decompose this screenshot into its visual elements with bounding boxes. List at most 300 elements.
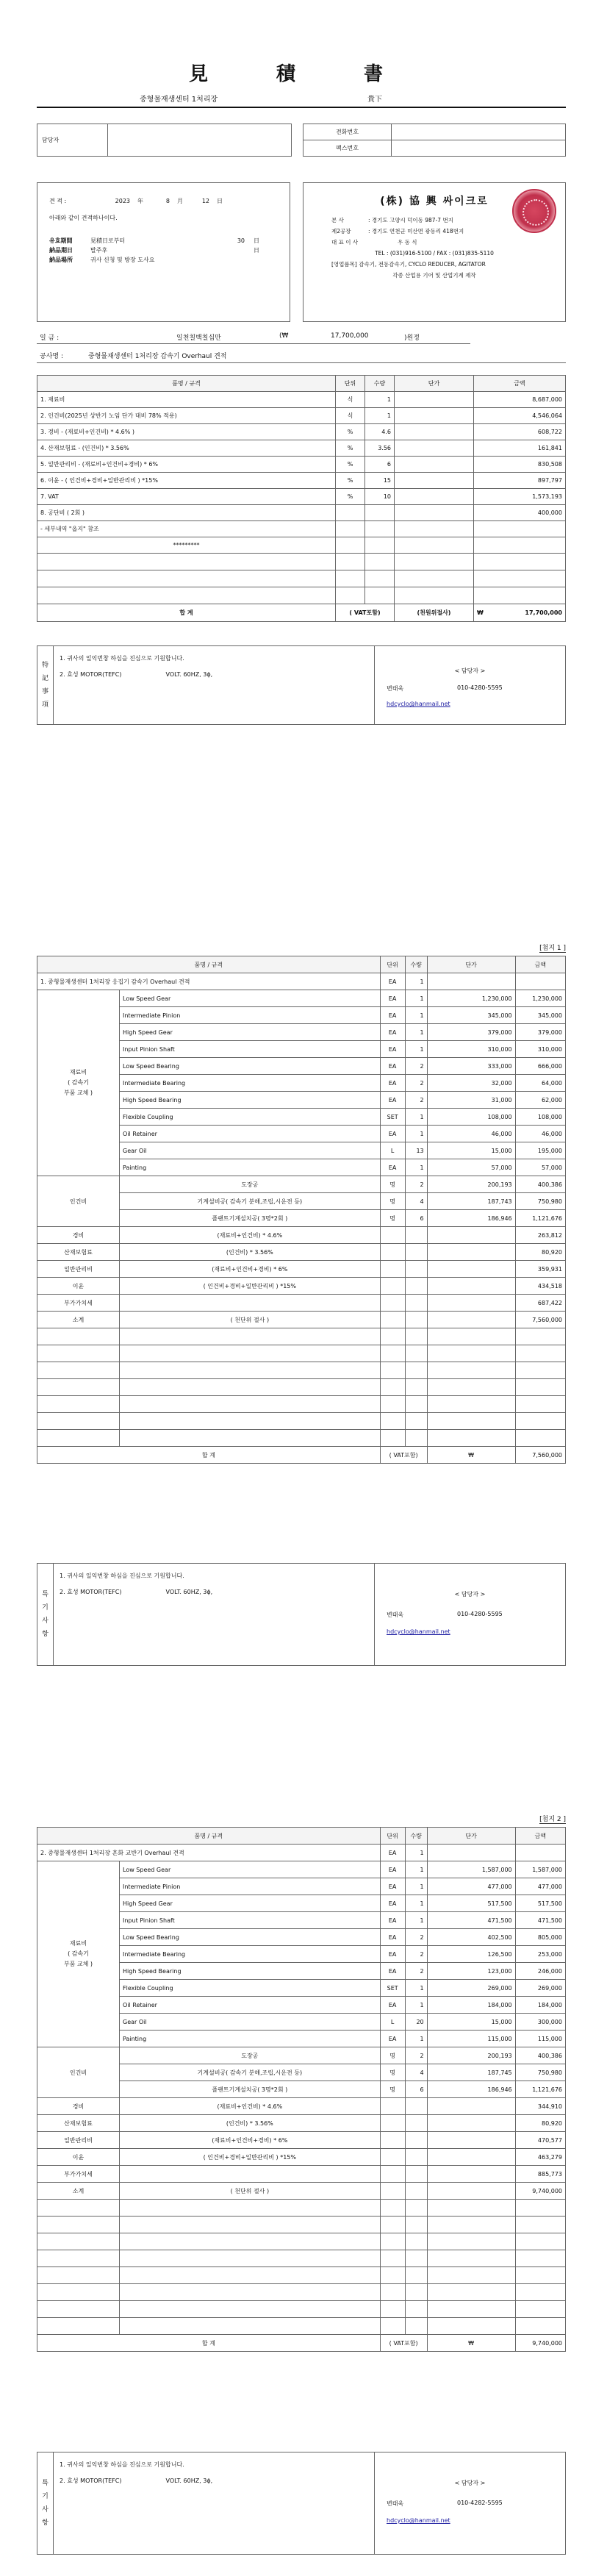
total-vat: ( VAT포함) [380,2335,427,2352]
validity-row: 유효期間 見積日로부터 30 日 [49,237,259,244]
manager-phone: 010-4282-5595 [457,2500,503,2506]
item-name: Intermediate Pinion [120,1007,381,1024]
item-name: Painting [120,1159,381,1176]
fax-value [392,140,566,157]
company-seal-icon [512,189,556,233]
cost-amount: 263,812 [515,1227,565,1244]
item-amount: 310,000 [515,1041,565,1058]
item-name: 플랜트기계설치공( 3명*2회 ) [120,2081,381,2098]
item-price [395,489,474,505]
note-line-1: 1. 귀사의 일익번창 하심을 진심으로 기원합니다. [60,2461,184,2468]
item-unit: EA [380,1912,405,1929]
total-label: 합 계 [37,2335,381,2352]
item-name: Gear Oil [120,1142,381,1159]
item-unit: % [336,440,365,457]
item-unit: EA [380,1997,405,2014]
cost-formula: (인건비) * 3.56% [120,2115,381,2132]
cost-amount: 80,920 [515,1244,565,1261]
item-price: 115,000 [427,2031,515,2047]
item-amount: 666,000 [515,1058,565,1075]
total-won: ₩ [427,1447,515,1464]
table-header-row: 품명 / 규격 단위 수량 단가 금액 [37,1828,566,1845]
item-amount: 195,000 [515,1142,565,1159]
item-price [395,440,474,457]
cost-label: 산재보험료 [37,1244,120,1261]
delivery-row: 納品場所 귀사 신청 및 방장 도사요 [49,257,155,263]
cost-amount: 885,773 [515,2166,565,2183]
cost-amount: 344,910 [515,2098,565,2115]
item-amount: 805,000 [515,1929,565,1946]
recipient-line [140,93,382,104]
cost-amount: 359,931 [515,1261,565,1278]
cost-row [37,1227,566,1244]
supplier-address: : 경기도 고양시 덕이동 987-7 번지 [368,217,453,223]
special-notes [37,1563,566,1666]
item-unit [336,521,365,537]
cost-row [37,1312,566,1328]
detail-table-2 [37,1827,566,2352]
manager-email-link[interactable]: hdcyclo@hanmail.net [387,1628,450,1635]
detail-table-1 [37,956,566,1464]
project-line: 공사명 : 중형물재생센터 1처리장 감속기 Overhaul 견적 [37,347,566,363]
item-price: 477,000 [427,1878,515,1895]
item-amount: 471,500 [515,1912,565,1929]
item-amount [474,537,566,554]
item-name: Low Speed Gear [120,990,381,1007]
item-unit: EA [380,2031,405,2047]
item-name: Intermediate Bearing [120,1075,381,1092]
contact-table [37,124,566,157]
item-qty: 1 [405,1861,427,1878]
sheet-tag: [첨지 2 ] [539,1814,566,1824]
item-price: 345,000 [427,1007,515,1024]
cost-formula: ( 인건비+경비+일반관리비 ) *15% [120,2149,381,2166]
estimate-row [37,537,566,554]
blank-row [37,2233,566,2250]
item-qty: 2 [405,1946,427,1963]
item-price: 1,230,000 [427,990,515,1007]
item-price [395,457,474,473]
item-unit: SET [380,1980,405,1997]
item-unit: EA [380,1041,405,1058]
blank-row [37,1430,566,1447]
cost-row [37,2098,566,2115]
sheet-total-row [37,1447,566,1464]
document-title: 見 積 書 [188,63,414,85]
total-korean: 일천칠백칠십만 [176,334,221,342]
item-price [395,424,474,440]
total-label: 합 계 [37,1447,381,1464]
item-name: Flexible Coupling [120,1109,381,1126]
item-price [395,505,474,521]
cost-row [37,2149,566,2166]
item-qty: 4.6 [365,424,395,440]
estimate-row [37,408,566,424]
blank-row [37,2217,566,2233]
note-line-2: 2. 효성 MOTOR(TEFC) VOLT. 60HZ, 3ϕ, [60,1589,213,1595]
supplier-info-box: (株) 協 興 싸이크로 본 사 : 경기도 고양시 덕이동 987-7 번지 제2공장 : 경기도 연천군 미산면 광동리 418번지 대 표 이 사 우 동 식 TEL : (031)916-5100 / FAX : (031)835-5110 [영업품목] 감속기, 전동감속기, CYCLO REDUCER, AGITATOR 각종 산업용 기어 및 산업기계 제작 [303,182,566,322]
item-qty: 1 [405,1912,427,1929]
blank-row [37,2267,566,2284]
manager-label: 담당자 [37,124,108,157]
item-unit: 명 [380,1176,405,1193]
item-amount: 379,000 [515,1024,565,1041]
title-divider [37,107,566,108]
cost-row [37,2166,566,2183]
item-unit: EA [380,1126,405,1142]
project-title: 2. 중형물재생센터 1처리장 혼화 교반기 Overhaul 견적 [37,1845,381,1861]
note-line-2: 2. 효성 MOTOR(TEFC) VOLT. 60HZ, 3ϕ, [60,2477,213,2484]
notes-side-label: 特 記 事 項 [37,646,54,724]
item-qty [365,537,395,554]
cost-amount: 434,518 [515,1278,565,1295]
note-line-2: 2. 효성 MOTOR(TEFC) VOLT. 60HZ, 3ϕ, [60,671,213,678]
item-price: 471,500 [427,1912,515,1929]
labor-row [37,2047,566,2064]
item-unit: EA [380,1845,405,1861]
item-price: 32,000 [427,1075,515,1092]
item-unit: EA [380,990,405,1007]
item-qty: 1 [405,1878,427,1895]
blank-row [37,1413,566,1430]
cost-row [37,1278,566,1295]
item-name: 7. VAT [37,489,336,505]
item-name: Gear Oil [120,2014,381,2031]
project-row [37,1845,566,1861]
item-qty: 1 [365,392,395,408]
labor-group-label: 인건비 [37,2047,120,2098]
item-amount: 57,000 [515,1159,565,1176]
estimate-row [37,457,566,473]
item-name: High Speed Bearing [120,1963,381,1980]
cost-label: 경비 [37,1227,120,1244]
item-unit: EA [380,1007,405,1024]
fax-label: 팩스번호 [304,140,392,157]
estimate-row [37,489,566,505]
cost-label: 부가가치세 [37,2166,120,2183]
item-qty: 2 [405,1058,427,1075]
item-qty: 4 [405,1193,427,1210]
sheet-tag: [첨지 1 ] [539,942,566,953]
item-price: 200,193 [427,1176,515,1193]
item-price: 1,587,000 [427,1861,515,1878]
cost-label: 일반관리비 [37,2132,120,2149]
manager-phone: 010-4280-5595 [457,1611,503,1617]
item-amount: 4,546,064 [474,408,566,424]
cost-row [37,1261,566,1278]
item-name: 기계설비공( 감속기 분해,조립,시운전 등) [120,1193,381,1210]
item-name: High Speed Gear [120,1024,381,1041]
notes-side-label: 특 기 사 항 [37,2452,54,2554]
table-header-row: 품명 / 규격 단위 수량 단가 금액 [37,956,566,973]
item-unit: L [380,2014,405,2031]
cost-formula: (재료비+인건비+경비) * 6% [120,1261,381,1278]
item-unit [336,537,365,554]
date-month: 8 [165,198,170,204]
item-name: 4. 산재보험료 - (인건비) * 3.56% [37,440,336,457]
item-name: ********* [37,537,336,554]
note-line-1: 1. 귀사의 일익번창 하심을 진심으로 기원합니다. [60,655,184,662]
project-title: 1. 중형물재생센터 1처리장 응집기 감속기 Overhaul 견적 [37,973,381,990]
blank-row [37,1379,566,1396]
item-name: Low Speed Bearing [120,1058,381,1075]
item-price: 123,000 [427,1963,515,1980]
item-name: 도장공 [120,2047,381,2064]
cost-amount: 463,279 [515,2149,565,2166]
item-qty: 1 [405,990,427,1007]
item-price: 186,946 [427,2081,515,2098]
item-qty: 2 [405,2047,427,2064]
date-day: 12 [201,198,209,204]
supplier-factory: : 경기도 연천군 미산면 광동리 418번지 [368,228,464,235]
item-amount: 115,000 [515,2031,565,2047]
cost-formula [120,1295,381,1312]
project-row [37,973,566,990]
estimate-table [37,375,566,622]
item-qty: 2 [405,1092,427,1109]
item-qty: 1 [405,2031,427,2047]
item-unit: EA [380,1878,405,1895]
note-line-1: 1. 귀사의 일익번창 하심을 진심으로 기원합니다. [60,1573,184,1579]
blank-row [37,1396,566,1413]
cost-row [37,2183,566,2200]
item-amount: 64,000 [515,1075,565,1092]
cost-formula: (재료비+인건비+경비) * 6% [120,2132,381,2149]
material-row [37,1861,566,1878]
item-amount: 345,000 [515,1007,565,1024]
item-price [395,473,474,489]
estimate-page-1 [37,0,566,853]
estimate-row [37,424,566,440]
manager-contact: < 담당자 > 변태욱 010-4282-5595 hdcyclo@hanmail.net [374,2452,565,2554]
item-amount: 62,000 [515,1092,565,1109]
total-amount: 17,700,000 [331,332,369,340]
item-price: 186,946 [427,1210,515,1227]
cost-formula: (재료비+인건비) * 4.6% [120,2098,381,2115]
item-price: 187,743 [427,1193,515,1210]
item-name: Oil Retainer [120,1126,381,1142]
estimate-detail-sheet-1 [37,934,566,1684]
cost-label: 경비 [37,2098,120,2115]
cost-row [37,2115,566,2132]
special-notes [37,645,566,725]
item-name: 5. 일반관리비 - (재료비+인건비+경비) * 6% [37,457,336,473]
item-qty: 1 [405,1109,427,1126]
item-name: 8. 공단비 ( 2회 ) [37,505,336,521]
item-unit: EA [380,1963,405,1980]
item-name: Input Pinion Shaft [120,1912,381,1929]
item-unit: EA [380,973,405,990]
item-unit: 명 [380,2047,405,2064]
recipient-honorific: 貴下 [367,96,382,104]
blank-row [37,2250,566,2267]
item-name: Input Pinion Shaft [120,1041,381,1058]
manager-contact: < 담당자 > 변태욱 010-4280-5595 hdcyclo@hanmail.net [374,646,565,724]
item-qty [365,505,395,521]
estimate-total-amount: 17,700,000 [525,609,562,616]
item-qty: 10 [365,489,395,505]
item-name: Oil Retainer [120,1997,381,2014]
item-qty: 6 [365,457,395,473]
item-qty: 1 [405,1041,427,1058]
blank-row [37,2200,566,2217]
item-qty: 3.56 [365,440,395,457]
item-unit: EA [380,1092,405,1109]
item-name: 3. 경비 - (재료비+인건비) * 4.6% ) [37,424,336,440]
item-unit: EA [380,1929,405,1946]
cost-row [37,2132,566,2149]
item-name: 도장공 [120,1176,381,1193]
item-name: Low Speed Gear [120,1861,381,1878]
cost-label: 이윤 [37,1278,120,1295]
item-unit: EA [380,1946,405,1963]
item-name: Low Speed Bearing [120,1929,381,1946]
item-name: 1. 재료비 [37,392,336,408]
item-amount: 108,000 [515,1109,565,1126]
manager-email-link[interactable]: hdcyclo@hanmail.net [387,701,450,707]
item-amount: 184,000 [515,1997,565,2014]
project-name: 중형물재생센터 1처리장 감속기 Overhaul 견적 [88,353,227,360]
labor-row [37,1176,566,1193]
item-qty: 1 [405,1007,427,1024]
cost-amount: 80,920 [515,2115,565,2132]
item-unit: 명 [380,2081,405,2098]
blank-row [37,2284,566,2301]
item-name: 플랜트기계설치공( 3명*2회 ) [120,1210,381,1227]
item-price [395,408,474,424]
cost-label: 산재보험료 [37,2115,120,2132]
cost-row [37,1244,566,1261]
item-price: 126,500 [427,1946,515,1963]
manager-name: 변태욱 [387,685,404,692]
client-info-box [37,182,290,322]
estimate-row [37,505,566,521]
item-amount: 750,980 [515,1193,565,1210]
item-unit: 식 [336,408,365,424]
supplier-owner: 우 동 식 [398,239,417,246]
cost-formula [120,2166,381,2183]
item-qty: 1 [405,973,427,990]
item-name: Intermediate Bearing [120,1946,381,1963]
supplier-name: (株) 協 興 싸이크로 [380,196,489,207]
supplier-tel: TEL : (031)916-5100 / FAX : (031)835-5110 [375,250,494,257]
cost-label: 소계 [37,2183,120,2200]
item-unit: % [336,424,365,440]
item-qty: 1 [405,1159,427,1176]
item-amount: 253,000 [515,1946,565,1963]
manager-name: 변태욱 [387,1611,404,1618]
cost-label: 소계 [37,1312,120,1328]
item-amount: 897,797 [474,473,566,489]
item-unit: EA [380,1075,405,1092]
item-amount: 400,386 [515,1176,565,1193]
item-name: High Speed Gear [120,1895,381,1912]
blank-row [37,1328,566,1345]
item-amount: 477,000 [515,1878,565,1895]
item-qty: 1 [405,1024,427,1041]
item-qty: 1 [365,408,395,424]
item-amount: 246,000 [515,1963,565,1980]
item-name: Intermediate Pinion [120,1878,381,1895]
item-amount: 830,508 [474,457,566,473]
estimate-row [37,473,566,489]
item-price: 187,745 [427,2064,515,2081]
manager-email-link[interactable]: hdcyclo@hanmail.net [387,2517,450,2524]
item-price: 333,000 [427,1058,515,1075]
cost-label: 이윤 [37,2149,120,2166]
total-amount-line: 일 금 : 일천칠백칠십만 (₩ 17,700,000 )원정 [37,329,470,344]
supplier-business-2: 각종 산업용 기어 및 산업기계 제작 [392,272,476,279]
date-year: 2023 [115,198,130,204]
notes-side-label: 특 기 사 항 [37,1564,54,1665]
total-amount: 9,740,000 [515,2335,565,2352]
item-amount: 750,980 [515,2064,565,2081]
labor-group-label: 인건비 [37,1176,120,1227]
item-price: 15,000 [427,2014,515,2031]
item-amount: 1,587,000 [515,1861,565,1878]
item-qty: 6 [405,1210,427,1227]
cost-formula: ( 천단위 절사 ) [120,1312,381,1328]
item-qty: 15 [365,473,395,489]
item-amount: 46,000 [515,1126,565,1142]
item-qty: 1 [405,1997,427,2014]
item-unit: 명 [380,1193,405,1210]
item-unit [336,505,365,521]
item-name: 기계설비공( 감속기 분해,조립,시운전 등) [120,2064,381,2081]
item-qty: 1 [405,1895,427,1912]
estimate-row [37,392,566,408]
item-amount: 161,841 [474,440,566,457]
blank-row [37,2318,566,2335]
item-qty: 1 [405,1845,427,1861]
item-qty: 13 [405,1142,427,1159]
item-price: 57,000 [427,1159,515,1176]
item-unit: EA [380,1895,405,1912]
estimate-row [37,521,566,537]
payment-row: 納品期日 발주후 日 [49,247,259,254]
item-unit: % [336,457,365,473]
item-price: 517,500 [427,1895,515,1912]
item-qty: 2 [405,1929,427,1946]
estimate-row [37,440,566,457]
item-price: 269,000 [427,1980,515,1997]
item-unit: EA [380,1024,405,1041]
total-won: ₩ [427,2335,515,2352]
blank-row [37,2301,566,2318]
cost-amount: 9,740,000 [515,2183,565,2200]
item-unit: 명 [380,2064,405,2081]
item-name: High Speed Bearing [120,1092,381,1109]
item-qty: 1 [405,1126,427,1142]
item-price [395,392,474,408]
phone-label: 전화번호 [304,124,392,140]
manager-contact: < 담당자 > 변태욱 010-4280-5595 hdcyclo@hanmail.net [374,1564,565,1665]
item-unit: L [380,1142,405,1159]
blank-row [37,1345,566,1362]
item-unit: 식 [336,392,365,408]
item-amount: 400,386 [515,2047,565,2064]
cost-formula: (인건비) * 3.56% [120,1244,381,1261]
item-unit: % [336,473,365,489]
item-unit: EA [380,1058,405,1075]
item-amount: 1,573,193 [474,489,566,505]
item-qty: 2 [405,1075,427,1092]
item-price: 46,000 [427,1126,515,1142]
item-qty: 1 [405,1980,427,1997]
material-group-label: 재료비 ( 감속기 부품 교체 ) [37,990,120,1176]
item-price: 379,000 [427,1024,515,1041]
estimate-total-row: 합 계 ( VAT포함) (천원위절사) ₩ 17,700,000 [37,604,566,622]
